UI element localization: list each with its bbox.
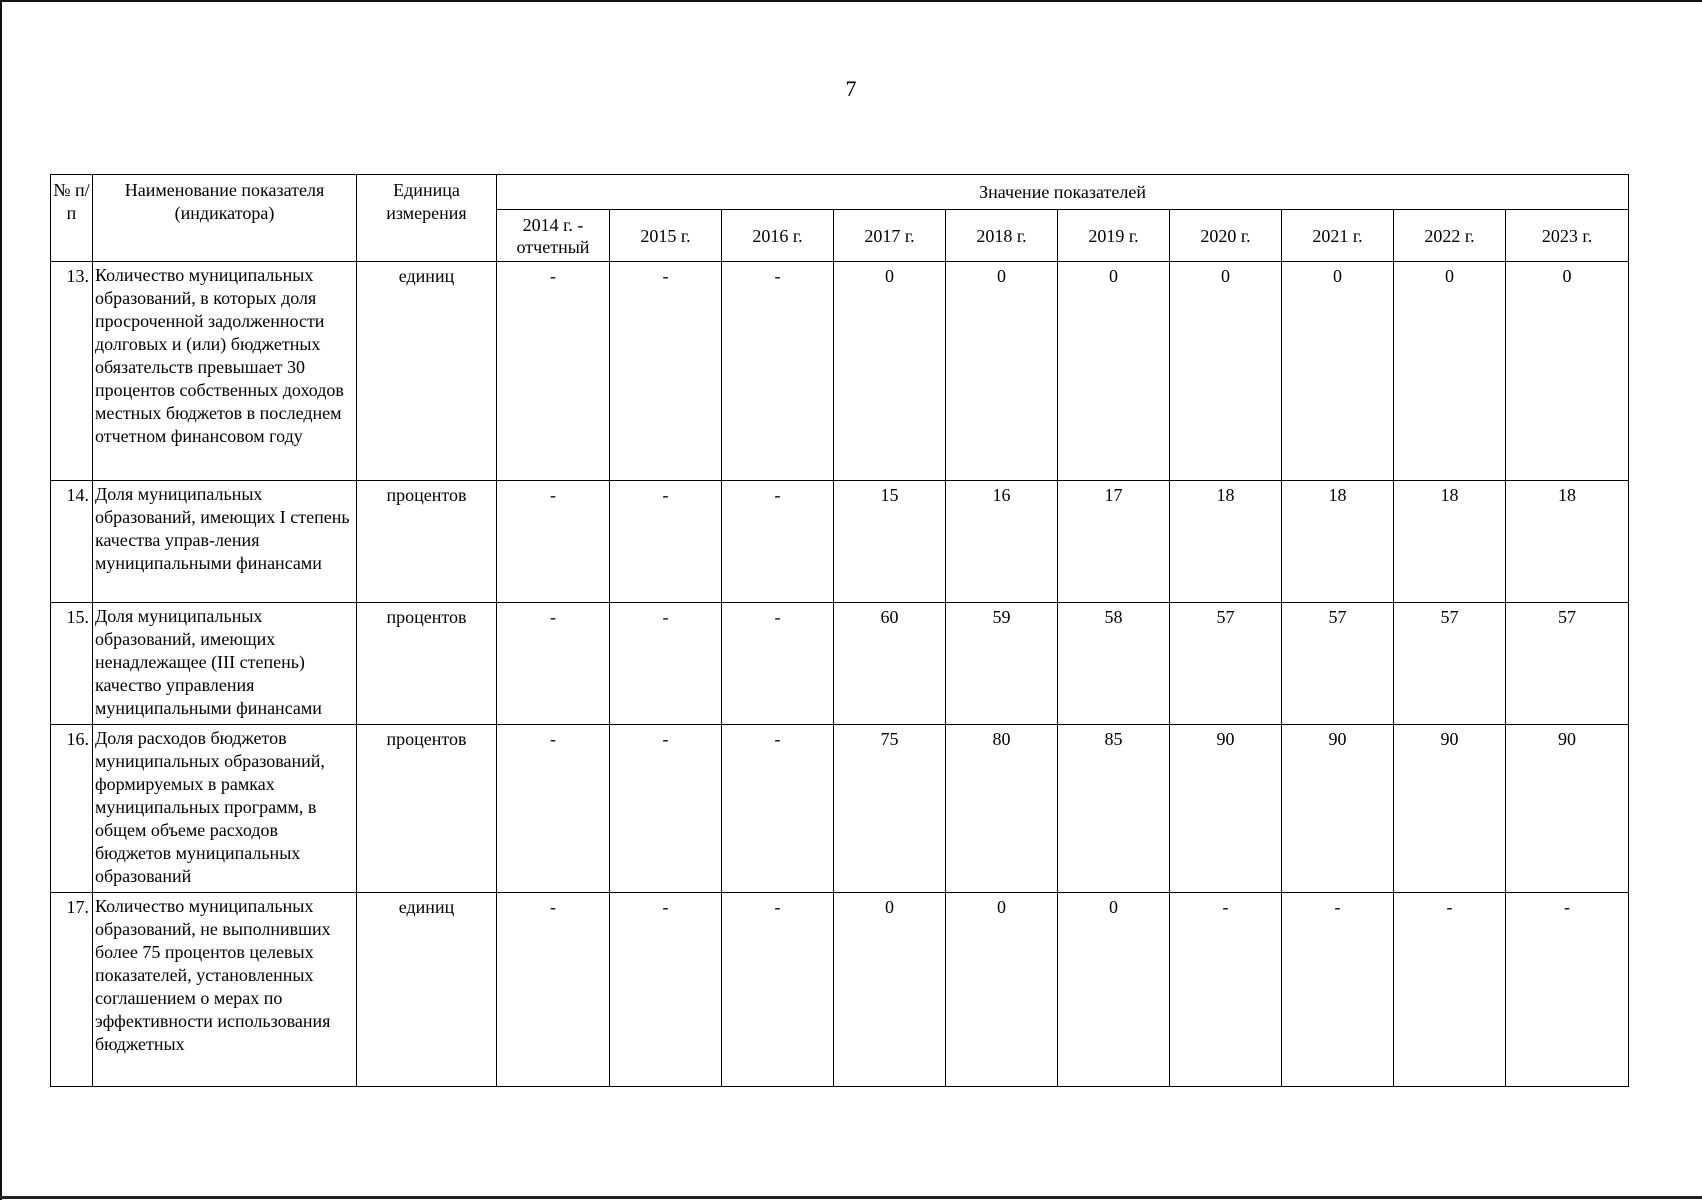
- unit-cell: процентов: [357, 481, 497, 603]
- value-cell: 18: [1170, 481, 1282, 603]
- value-cell: -: [610, 725, 722, 893]
- table-row: [51, 725, 1629, 893]
- value-cell: 57: [1394, 603, 1506, 725]
- scan-edge-left: [0, 0, 2, 1200]
- value-cell: -: [497, 725, 610, 893]
- header-year: 2022 г.: [1394, 210, 1506, 262]
- value-cell: 0: [1506, 262, 1629, 481]
- value-cell: -: [610, 481, 722, 603]
- value-cell: -: [722, 893, 834, 1087]
- value-cell: 0: [1170, 262, 1282, 481]
- value-cell: 57: [1506, 603, 1629, 725]
- row-number: 15.: [51, 603, 93, 725]
- value-cell: 16: [946, 481, 1058, 603]
- table-row: [51, 481, 1629, 603]
- value-cell: 57: [1282, 603, 1394, 725]
- value-cell: 0: [834, 262, 946, 481]
- value-cell: -: [722, 603, 834, 725]
- unit-cell: процентов: [357, 725, 497, 893]
- scan-edge-top: [0, 0, 1702, 2]
- value-cell: 0: [1058, 262, 1170, 481]
- header-row-top: [51, 175, 1629, 210]
- value-cell: 0: [834, 893, 946, 1087]
- unit-cell: процентов: [357, 603, 497, 725]
- indicator-name: Количество муниципальных образований, в которых доля просроченной задолженности долговых и (или) бюджетных обязательств превышает 30 процентов собственных доходов местных бюджетов в последнем отчетном финансовом году: [93, 262, 357, 481]
- value-cell: -: [497, 603, 610, 725]
- header-year: 2014 г. - отчетный: [497, 210, 610, 262]
- page-number: 7: [845, 76, 857, 101]
- indicator-name: Доля муниципальных образований, имеющих ненадлежащее (III степень) качество управления муниципальными финансами: [93, 603, 357, 725]
- value-cell: -: [722, 262, 834, 481]
- value-cell: -: [497, 893, 610, 1087]
- row-number: 14.: [51, 481, 93, 603]
- indicator-name: Доля расходов бюджетов муниципальных образований, формируемых в рамках муниципальных программ, в общем объеме расходов бюджетов муниципальных образований: [93, 725, 357, 893]
- value-cell: 58: [1058, 603, 1170, 725]
- indicators-table: [50, 174, 1629, 1087]
- row-number: 16.: [51, 725, 93, 893]
- value-cell: 0: [1282, 262, 1394, 481]
- row-number: 13.: [51, 262, 93, 481]
- header-unit: Единица измерения: [357, 175, 497, 262]
- header-name: Наименование показателя (индикатора): [93, 175, 357, 262]
- table-row: [51, 893, 1629, 1087]
- value-cell: 80: [946, 725, 1058, 893]
- value-cell: 59: [946, 603, 1058, 725]
- header-year: 2019 г.: [1058, 210, 1170, 262]
- header-values: Значение показателей: [497, 175, 1629, 210]
- value-cell: 0: [946, 262, 1058, 481]
- table-row: [51, 262, 1629, 481]
- header-year: 2023 г.: [1506, 210, 1629, 262]
- value-cell: -: [497, 481, 610, 603]
- value-cell: -: [610, 893, 722, 1087]
- indicator-name: Количество муниципальных образований, не выполнивших более 75 процентов целевых показателей, установленных соглашением о мерах по эффективности использования бюджетных: [93, 893, 357, 1087]
- header-year: 2017 г.: [834, 210, 946, 262]
- indicator-name: Доля муниципальных образований, имеющих I степень качества управ-ления муниципальными финансами: [93, 481, 357, 603]
- value-cell: 85: [1058, 725, 1170, 893]
- value-cell: 18: [1394, 481, 1506, 603]
- value-cell: -: [1394, 893, 1506, 1087]
- unit-cell: единиц: [357, 262, 497, 481]
- value-cell: -: [497, 262, 610, 481]
- value-cell: -: [722, 481, 834, 603]
- value-cell: 0: [1394, 262, 1506, 481]
- header-year: 2015 г.: [610, 210, 722, 262]
- value-cell: 60: [834, 603, 946, 725]
- value-cell: 90: [1506, 725, 1629, 893]
- value-cell: -: [722, 725, 834, 893]
- table-row: [51, 603, 1629, 725]
- value-cell: 0: [946, 893, 1058, 1087]
- value-cell: 0: [1058, 893, 1170, 1087]
- value-cell: 17: [1058, 481, 1170, 603]
- value-cell: -: [1282, 893, 1394, 1087]
- header-num: № п/п: [51, 175, 93, 262]
- unit-cell: единиц: [357, 893, 497, 1087]
- scan-edge-bottom: [0, 1196, 1702, 1199]
- row-number: 17.: [51, 893, 93, 1087]
- value-cell: 18: [1506, 481, 1629, 603]
- value-cell: -: [1506, 893, 1629, 1087]
- value-cell: -: [1170, 893, 1282, 1087]
- header-year: 2020 г.: [1170, 210, 1282, 262]
- header-year: 2021 г.: [1282, 210, 1394, 262]
- value-cell: -: [610, 262, 722, 481]
- table-body: [51, 262, 1629, 1087]
- header-year: 2016 г.: [722, 210, 834, 262]
- value-cell: 15: [834, 481, 946, 603]
- value-cell: 18: [1282, 481, 1394, 603]
- value-cell: -: [610, 603, 722, 725]
- value-cell: 57: [1170, 603, 1282, 725]
- value-cell: 75: [834, 725, 946, 893]
- value-cell: 90: [1282, 725, 1394, 893]
- header-year: 2018 г.: [946, 210, 1058, 262]
- value-cell: 90: [1394, 725, 1506, 893]
- value-cell: 90: [1170, 725, 1282, 893]
